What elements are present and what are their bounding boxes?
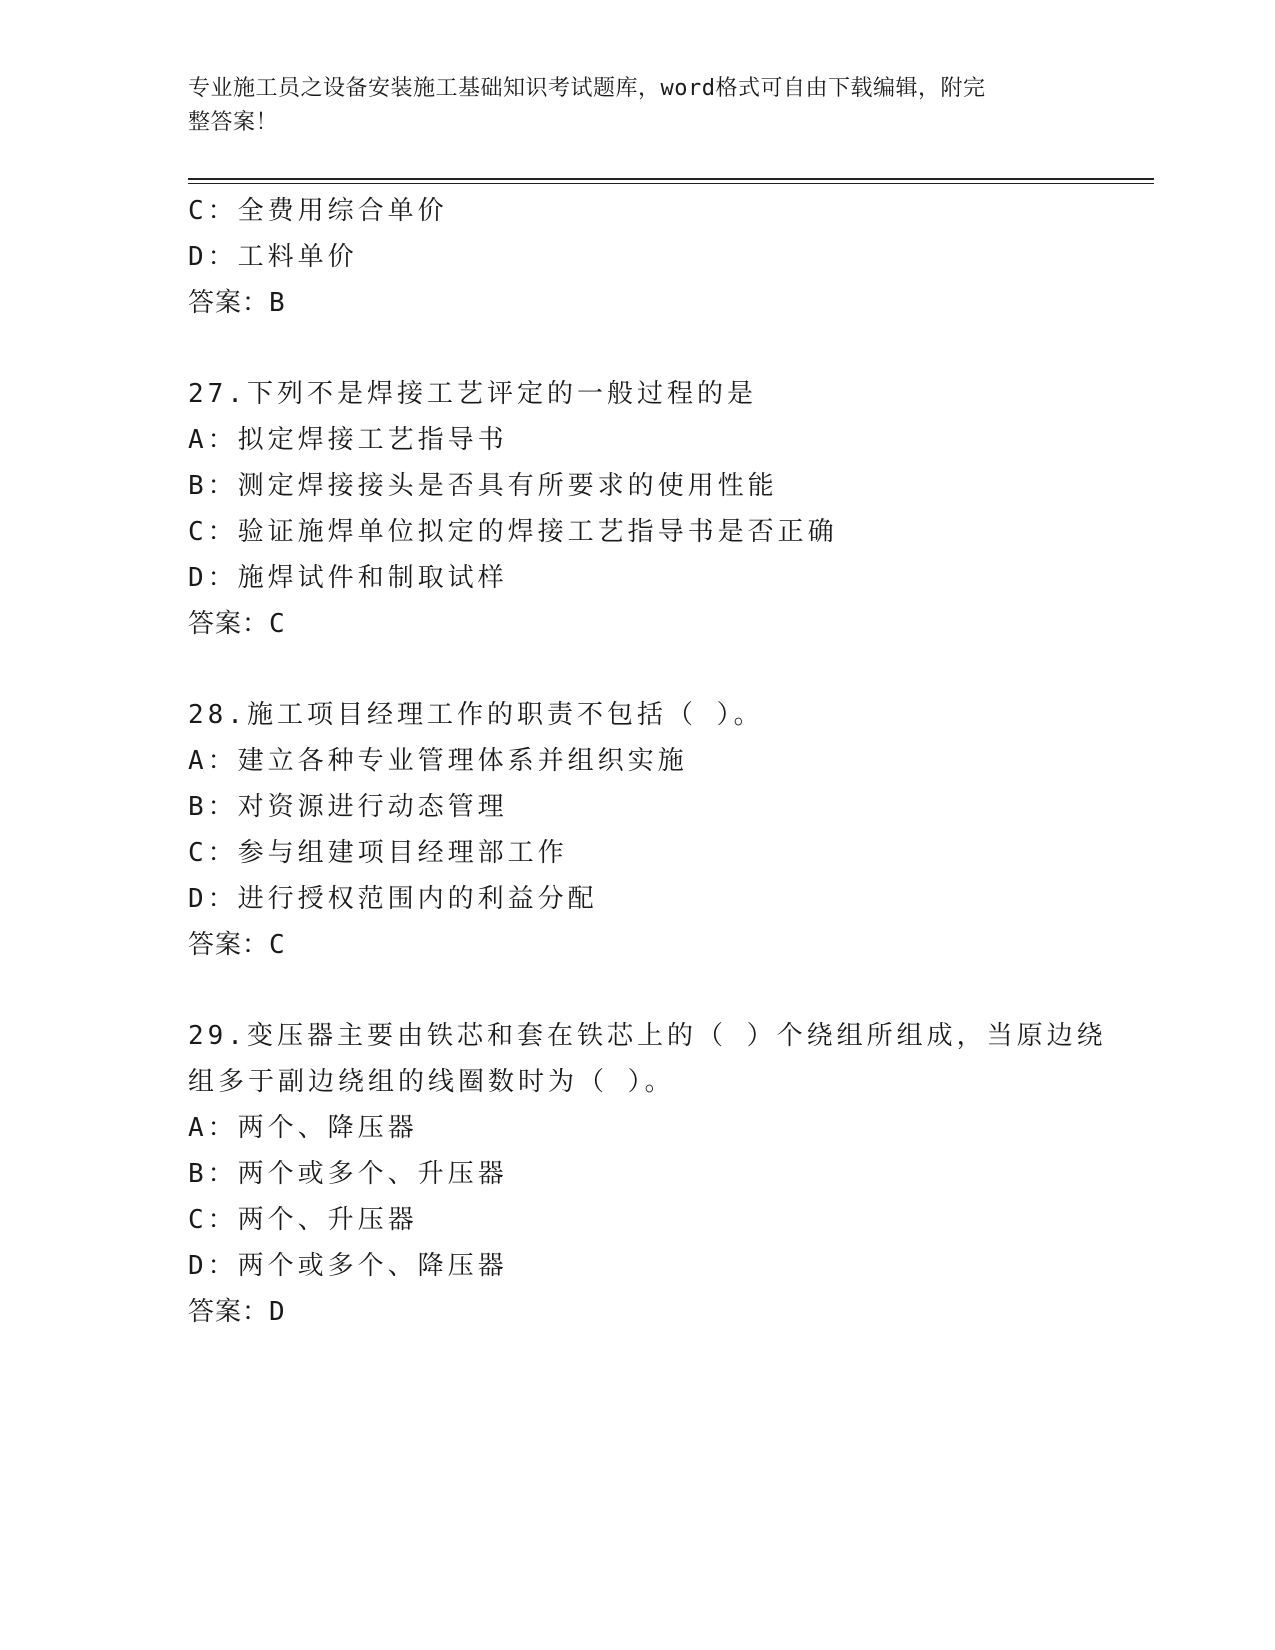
question-title: 28.施工项目经理工作的职责不包括（ ）。 [188, 700, 764, 730]
header-divider-thin [188, 183, 1154, 184]
option-d: D：施焊试件和制取试样 [188, 563, 508, 593]
question-title-line-2: 组多于副边绕组的线圈数时为（ ）。 [188, 1067, 675, 1097]
question-block-26 [188, 188, 1088, 326]
spacer [188, 968, 1088, 1013]
answer: 答案：C [188, 930, 286, 960]
option-c: C：验证施焊单位拟定的焊接工艺指导书是否正确 [188, 517, 838, 547]
option-d: D：两个或多个、降压器 [188, 1251, 508, 1281]
option-b: B：两个或多个、升压器 [188, 1159, 508, 1189]
answer: 答案：B [188, 288, 286, 318]
question-list [188, 188, 1107, 1335]
option-d: D：工料单价 [188, 242, 358, 272]
option-a: A：两个、降压器 [188, 1113, 418, 1143]
option-b: B：测定焊接接头是否具有所要求的使用性能 [188, 471, 778, 501]
header-line-2: 整答案！ [188, 110, 279, 135]
question-title: 27.下列不是焊接工艺评定的一般过程的是 [188, 379, 757, 409]
option-b: B：对资源进行动态管理 [188, 792, 508, 822]
answer: 答案：D [188, 1297, 286, 1327]
option-c: C：参与组建项目经理部工作 [188, 838, 568, 868]
spacer [188, 326, 1088, 371]
option-c: C：两个、升压器 [188, 1205, 418, 1235]
question-block-29 [188, 1013, 1107, 1335]
document-header [188, 72, 1068, 140]
option-c: C：全费用综合单价 [188, 196, 448, 226]
option-a: A：建立各种专业管理体系并组织实施 [188, 746, 688, 776]
header-line-1: 专业施工员之设备安装施工基础知识考试题库，word格式可自由下载编辑，附完 [188, 76, 986, 101]
question-title-line-1: 29.变压器主要由铁芯和套在铁芯上的（ ）个绕组所组成，当原边绕 [188, 1021, 1107, 1051]
question-block-27 [188, 371, 1088, 647]
question-block-28 [188, 692, 1088, 968]
option-d: D：进行授权范围内的利益分配 [188, 884, 598, 914]
spacer [188, 647, 1088, 692]
header-divider-thick [188, 178, 1154, 180]
option-a: A：拟定焊接工艺指导书 [188, 425, 508, 455]
answer: 答案：C [188, 609, 286, 639]
